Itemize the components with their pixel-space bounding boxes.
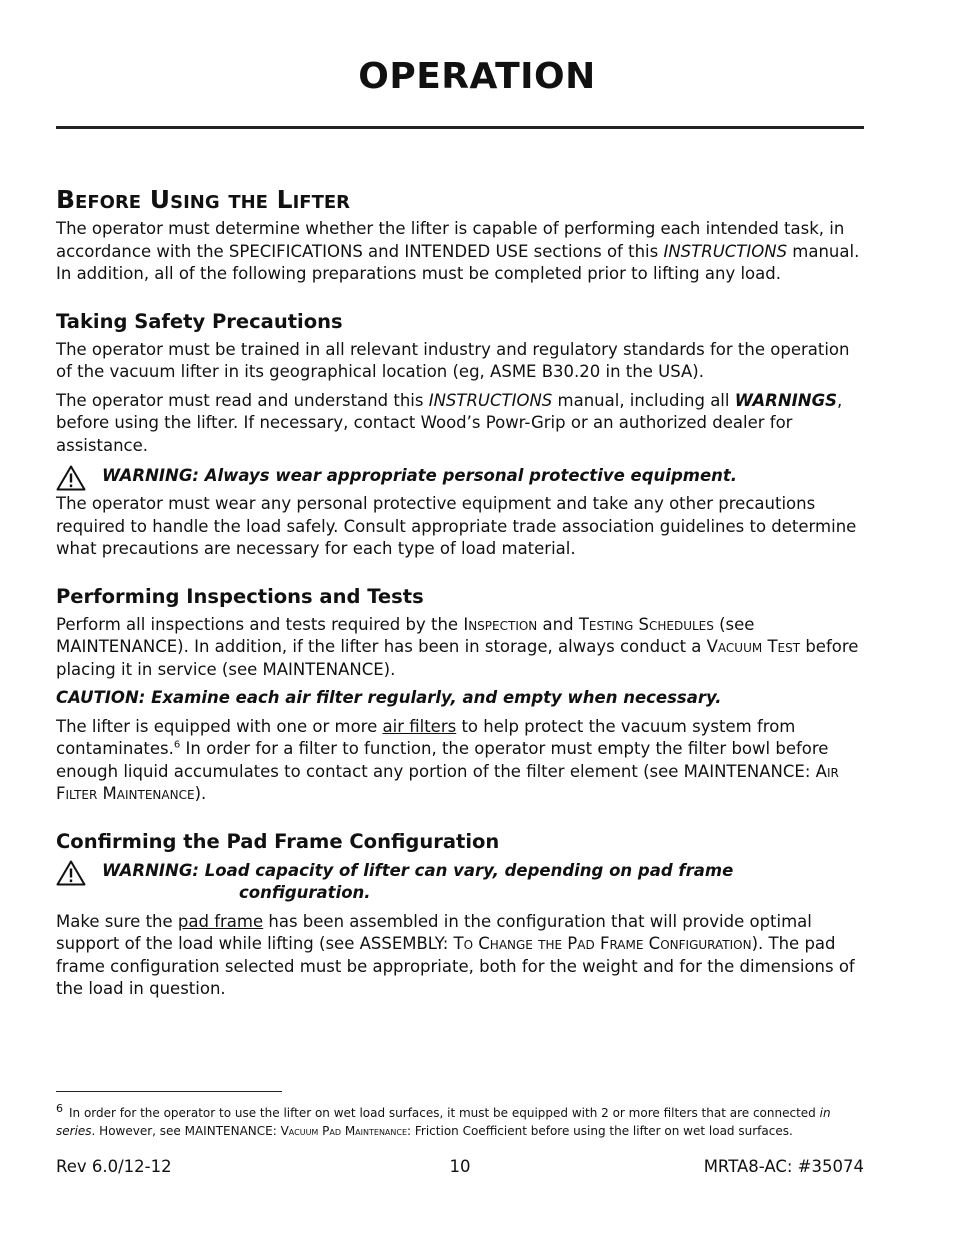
inspections-paragraph-2: The lifter is equipped with one or more air filters to help protect the vacuum system from contaminates.$^6$ In order for a filter to function, the operator must empty the filter bowl before enough liquid accumulates to contact any portion of the filter element (see MAINTENANCE: Air Filter Maintenance). [56,716,839,803]
inspections-paragraph-1: Perform all inspections and tests required by the Inspection and Testing Schedules (see MAINTENANCE). In addition, if the lifter has been in storage, always conduct a Vacuum Test before placing it in service (see MAINTENANCE). [56,614,859,679]
page-title: OPERATION [358,56,596,97]
main-content [56,182,864,1001]
air-filters-link[interactable]: air filters [382,716,457,736]
footnote-divider [56,1091,282,1092]
inspections-heading: Performing Inspections and Tests [56,584,424,608]
ppe-warning: WARNING: Always wear appropriate personal protective equipment. [56,465,864,487]
padframe-warning: WARNING: Load capacity of lifter can vary, depending on pad frame configuration. [56,860,864,904]
title-divider [56,126,864,129]
padframe-heading: Confirming the Pad Frame Configuration [56,829,500,853]
footnote-ref[interactable]: 6 [173,739,181,751]
pad-frame-link[interactable]: pad frame [177,911,264,931]
safety-paragraph-3: The operator must wear any personal protective equipment and take any other precautions required to handle the load safely. Consult appropriate trade association guidelines to determine what precautions are necessary for each type of load material. [56,494,857,558]
page-number: 10 [449,1157,471,1176]
section-heading: Before Using the Lifter [56,185,351,214]
filter-caution: CAUTION: Examine each air filter regularly, and empty when necessary. [56,688,722,707]
warning-triangle-icon [56,465,86,491]
safety-heading: Taking Safety Precautions [56,309,343,333]
intro-paragraph: The operator must determine whether the lifter is capable of performing each intended task, in accordance with the SPECIFICATIONS and INTENDED USE sections of this INSTRUCTIONS manual. In addition, all of the following preparations must be completed prior to lifting any load. [56,219,860,283]
document-id: MRTA8-AC: #35074 [703,1157,864,1176]
page-footer [56,1157,864,1179]
revision-label: Rev 6.0/12-12 [56,1157,172,1176]
safety-paragraph-2: The operator must read and understand this INSTRUCTIONS manual, including all WARNINGS, before using the lifter. If necessary, contact Wood’s Powr-Grip or an authorized dealer for assistance. [56,390,843,455]
padframe-paragraph: Make sure the pad frame has been assembled in the configuration that will provide optimal support of the load while lifting (see ASSEMBLY: To Change the Pad Frame Configuration). The pad frame configuration selected must be appropriate, both for the weight and for the dimensions of the load in question. [56,911,855,998]
warning-triangle-icon [56,860,86,886]
footnote: $^6$ In order for the operator to use the lifter on wet load surfaces, it must be equipped with 2 or more filters that are connected in series. However, see MAINTENANCE: Vacuum Pad Maintenance: Friction Coefficient before using the lifter on wet load surfaces. [56,1102,831,1138]
safety-paragraph-1: The operator must be trained in all relevant industry and regulatory standards for the operation of the vacuum lifter in its geographical location (eg, ASME B30.20 in the USA). [56,339,850,381]
